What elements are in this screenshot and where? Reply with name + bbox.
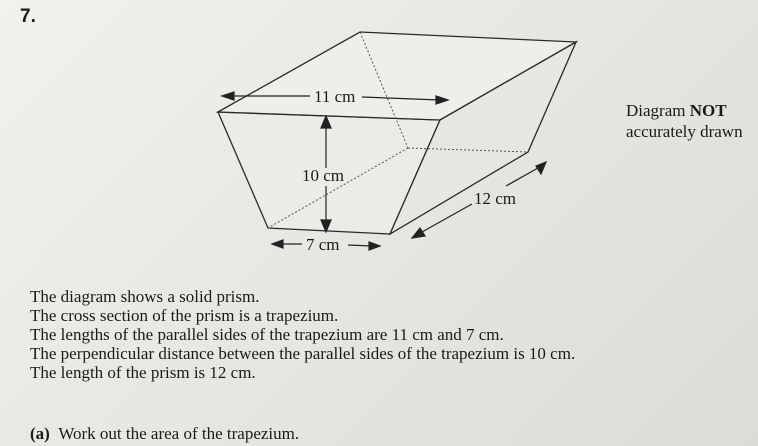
part-a-label: (a) [30, 424, 50, 443]
statement-line: The lengths of the parallel sides of the trapezium are 11 cm and 7 cm. [30, 325, 504, 344]
statement-line: The diagram shows a solid prism. [30, 287, 260, 306]
note-line-2: accurately drawn [626, 122, 743, 141]
label-7cm: 7 cm [306, 235, 340, 254]
label-12cm: 12 cm [474, 189, 517, 208]
label-11cm: 11 cm [314, 87, 356, 106]
label-10cm: 10 cm [302, 166, 345, 185]
statement-line: The cross section of the prism is a trapezium. [30, 306, 339, 325]
statement-line: The length of the prism is 12 cm. [30, 363, 256, 382]
part-a [30, 424, 299, 444]
diagram-note [626, 100, 743, 142]
note-prefix: Diagram [626, 101, 690, 120]
part-a-text: Work out the area of the trapezium. [58, 424, 300, 443]
note-bold-not: NOT [689, 101, 727, 120]
question-statements [30, 287, 575, 382]
statement-line: The perpendicular distance between the parallel sides of the trapezium is 10 cm. [30, 344, 576, 363]
note-line-1 [626, 100, 743, 121]
question-number: 7. [20, 6, 36, 27]
